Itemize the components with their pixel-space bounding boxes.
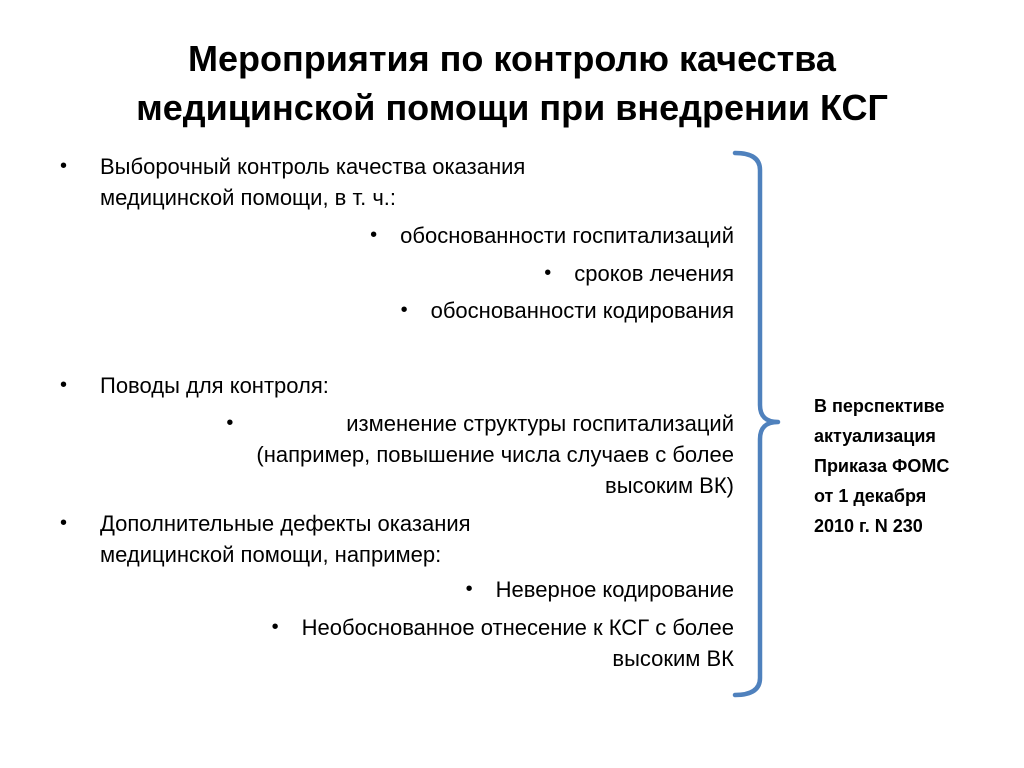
bullet-text-line: Выборочный контроль качества оказания xyxy=(100,154,526,179)
bullet-text-line: высоким ВК) xyxy=(605,473,734,498)
bullet-item-selective-control xyxy=(60,151,526,213)
side-note-line: Приказа ФОМС xyxy=(814,456,950,476)
side-note xyxy=(814,391,949,541)
bullet-text-line: медицинской помощи, например: xyxy=(100,542,442,567)
side-note-line: актуализация xyxy=(814,426,936,446)
bullet-icon: • xyxy=(226,412,234,434)
bullet-text-line: обоснованности госпитализаций xyxy=(400,223,734,248)
bullet-text-line: медицинской помощи, в т. ч.: xyxy=(100,185,397,210)
title-line-1: Мероприятия по контролю качества xyxy=(188,38,836,79)
sub-bullet-structure-change xyxy=(226,408,734,501)
bullet-text-line: Дополнительные дефекты оказания xyxy=(100,511,471,536)
sub-bullet-hospitalization-validity xyxy=(370,220,734,251)
sub-bullet-wrong-coding xyxy=(465,574,734,605)
sub-bullet-unjustified-assignment xyxy=(271,612,734,674)
side-note-line: В перспективе xyxy=(814,396,945,416)
bullet-text-line: изменение структуры госпитализаций xyxy=(346,411,734,436)
bullet-icon: • xyxy=(370,224,378,246)
bullet-text-line: сроков лечения xyxy=(574,261,734,286)
bullet-item-control-reasons xyxy=(60,370,329,401)
bullet-icon: • xyxy=(60,374,68,396)
bullet-text-line: Необоснованное отнесение к КСГ с более xyxy=(301,615,734,640)
bullet-text-line: высоким ВК xyxy=(612,646,734,671)
side-note-line: от 1 декабря xyxy=(814,486,927,506)
sub-bullet-treatment-terms xyxy=(544,258,734,289)
right-curly-bracket-icon xyxy=(730,150,810,700)
title-line-2: медицинской помощи при внедрении КСГ xyxy=(136,87,888,128)
bullet-text-line: Поводы для контроля: xyxy=(100,373,329,398)
bullet-icon: • xyxy=(60,512,68,534)
bullet-icon: • xyxy=(400,299,408,321)
bullet-icon: • xyxy=(60,155,68,177)
bracket-path xyxy=(735,153,778,695)
bullet-text-line: (например, повышение числа случаев с более xyxy=(256,442,734,467)
bullet-text-line: Неверное кодирование xyxy=(495,577,734,602)
bullet-icon: • xyxy=(465,578,473,600)
sub-bullet-coding-validity xyxy=(400,295,734,326)
bullet-icon: • xyxy=(271,616,279,638)
side-note-line: 2010 г. N 230 xyxy=(814,516,923,536)
bullet-item-additional-defects xyxy=(60,508,471,570)
bullet-text-line: обоснованности кодирования xyxy=(430,298,734,323)
bullet-icon: • xyxy=(544,262,552,284)
